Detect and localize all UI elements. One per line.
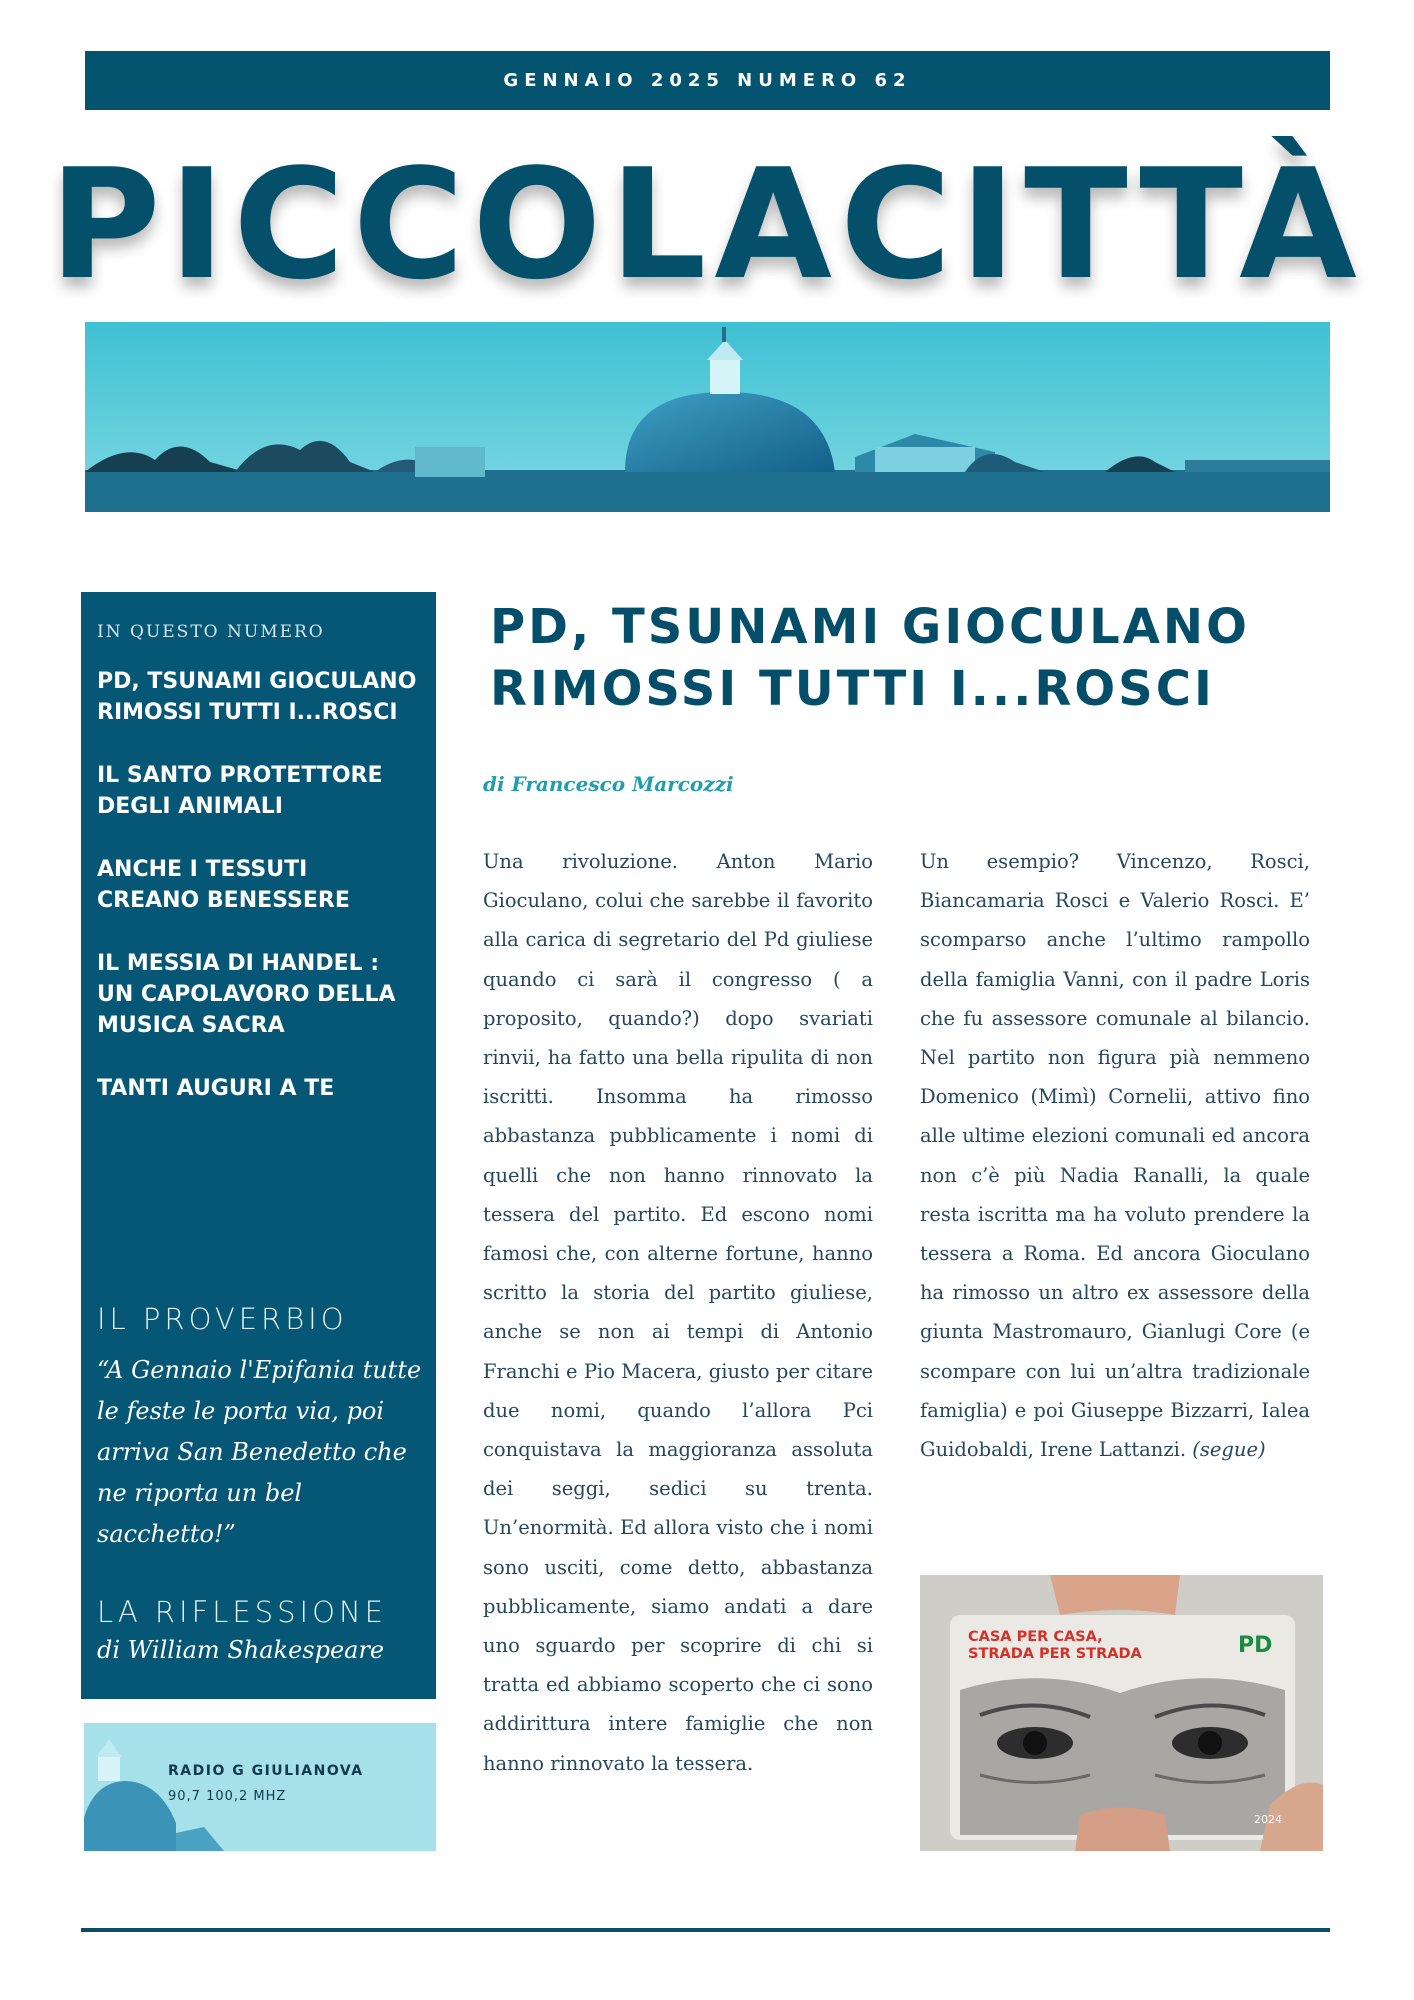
- radio-frequency: 90,7 100,2 MHZ: [168, 1789, 287, 1804]
- toc-list: [97, 666, 436, 1104]
- radio-box: [84, 1723, 436, 1851]
- toc-item[interactable]: PD, TSUNAMI GIOCULANO RIMOSSI TUTTI I...ROSCI: [97, 669, 417, 725]
- article-headline: PD, TSUNAMI GIOCULANO RIMOSSI TUTTI I...ROSCI: [490, 599, 1250, 717]
- proverbio-title: IL PROVERBIO: [97, 1302, 348, 1336]
- segue-label: (segue): [1192, 1438, 1266, 1462]
- radio-name: RADIO G GIULIANOVA: [168, 1763, 364, 1779]
- bottom-divider: [81, 1928, 1330, 1932]
- masthead-title: PICCOLACITTÀ: [49, 136, 1365, 313]
- proverbio-text: “A Gennaio l'Epifania tutte le feste le porta via, poi arriva San Benedetto che ne riporta un bel sacchetto!”: [97, 1356, 422, 1548]
- toc-item[interactable]: IL SANTO PROTETTORE DEGLI ANIMALI: [97, 763, 383, 819]
- issue-bar: [85, 51, 1330, 110]
- toc-item[interactable]: TANTI AUGURI A TE: [97, 1076, 335, 1101]
- article-column-2-text: Un esempio? Vincenzo, Rosci, Biancamaria Rosci e Valerio Rosci. E’ scomparso anche l’ultimo rampollo della famiglia Vanni, con il padre Loris che fu assessore comunale al bilancio. Nel partito non figura pià nemmeno Domenico (Mimì) Cornelii, attivo fino alle ultime elezioni comunali ed ancora non c’è più Nadia Ranalli, la quale resta iscritta ma ha voluto prendere la tessera a Roma. Ed ancora Gioculano ha rimosso un altro ex assessore della giunta Mastromauro, Gianlugi Core (e scompare con lui un’altra tradizionale famiglia) e poi Giuseppe Bizzarri, Ialea Guidobaldi, Irene Lattanzi.: [920, 850, 1310, 1462]
- riflessione-author: di William Shakespeare: [97, 1636, 385, 1664]
- sidebar: [81, 592, 436, 1699]
- article-photo: [920, 1575, 1323, 1851]
- card-year: 2024: [1254, 1813, 1282, 1826]
- pd-logo: PD: [1238, 1633, 1273, 1658]
- toc-heading: IN QUESTO NUMERO: [97, 622, 325, 642]
- article-column-2: [920, 842, 1310, 1469]
- card-slogan: [968, 1629, 1142, 1663]
- toc-item[interactable]: IL MESSIA DI HANDEL : UN CAPOLAVORO DELLA MUSICA SACRA: [97, 951, 396, 1038]
- banner-image: [85, 322, 1330, 512]
- card-slogan-line: CASA PER CASA,: [968, 1629, 1103, 1645]
- article-byline: di Francesco Marcozzi: [483, 772, 734, 796]
- riflessione-title: LA RIFLESSIONE: [97, 1595, 387, 1629]
- toc-item[interactable]: ANCHE I TESSUTI CREANO BENESSERE: [97, 857, 350, 913]
- article-column-1: Una rivoluzione. Anton Mario Gioculano, colui che sarebbe il favorito alla carica di segretario del Pd giuliese quando ci sarà il congresso ( a proposito, quando?) dopo svariati rinvii, ha fatto una bella ripulita di non iscritti. Insomma ha rimosso abbastanza pubblicamente i nomi di quelli che non hanno rinnovato la tessera del partito. Ed escono nomi famosi che, con alterne fortune, hanno scritto la storia del partito giuliese, anche se non ai tempi di Antonio Franchi e Pio Macera, giusto per citare due nomi, quando l’allora Pci conquistava la maggioranza assoluta dei seggi, sedici su trenta. Un’enormità. Ed allora visto che i nomi sono usciti, come detto, abbastanza pubblicamente, siamo andati a dare uno sguardo per scoprire di chi si tratta ed abbiamo scoperto che ci sono addirittura intere famiglie che non hanno rinnovato la tessera.: [483, 850, 873, 1775]
- issue-label: GENNAIO 2025 NUMERO 62: [503, 70, 912, 91]
- card-slogan-line: STRADA PER STRADA: [968, 1646, 1142, 1662]
